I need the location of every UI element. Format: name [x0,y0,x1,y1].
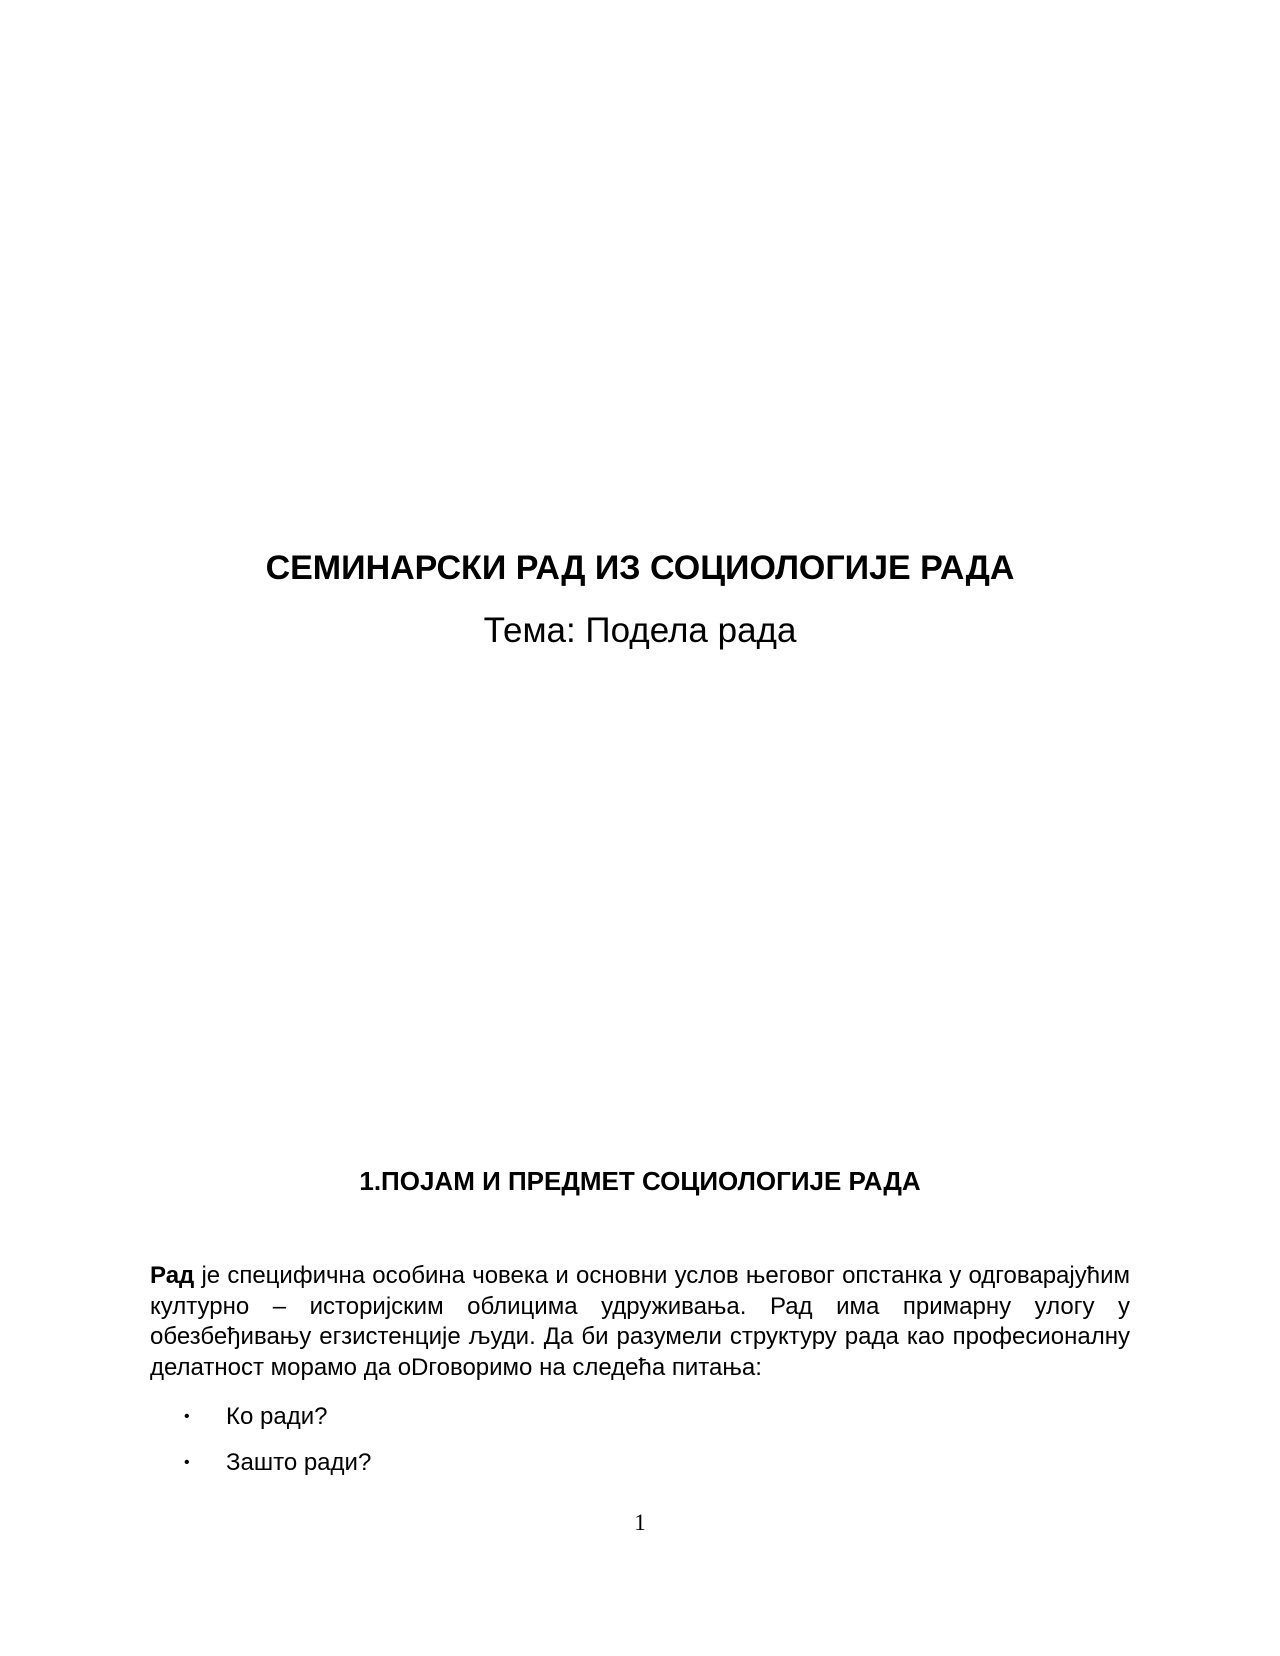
document-title: СЕМИНАРСКИ РАД ИЗ СОЦИОЛОГИЈЕ РАДА [265,549,1015,587]
bullet-icon: • [184,1454,190,1471]
bullet-icon: • [184,1408,190,1425]
paragraph-bold-lead: Рад [150,1262,195,1289]
body-paragraph [150,1261,1130,1383]
list-item-text: Ко ради? [226,1403,328,1430]
list-item-text: Зашто ради? [226,1449,372,1476]
question-list [150,1400,371,1492]
list-item [150,1400,371,1446]
section-heading: 1.ПОЈАМ И ПРЕДМЕТ СОЦИОЛОГИЈЕ РАДА [359,1166,921,1196]
list-item [150,1446,371,1492]
paragraph-text: је специфична особина човека и основни услов његовог опстанка у одговарајућим културно – историјским облицима удруживања. Рад има примарну улогу у обезбеђивању егзистенције људи. Да би разумели структуру рада као професионалну делатност морамо да оDговоримо на следећа питања: [150,1262,1130,1381]
page-number: 1 [634,1510,646,1535]
document-subtitle: Тема: Подела рада [483,611,797,650]
